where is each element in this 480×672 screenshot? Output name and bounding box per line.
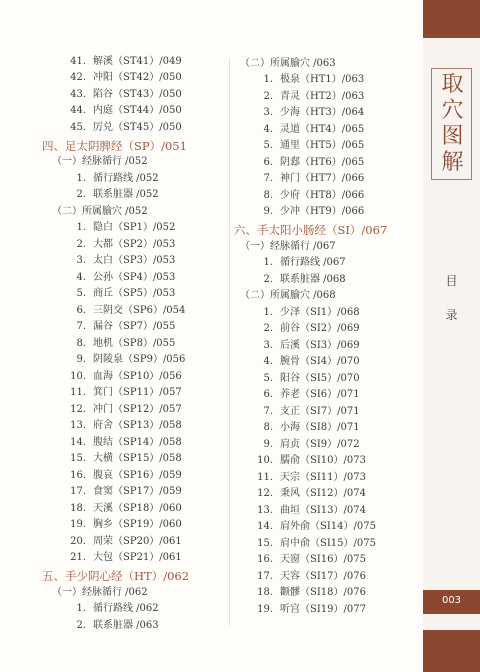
toc-entry-number: 15. [257,537,273,549]
toc-entry-text: 食窦（SP17）/059 [93,486,182,497]
toc-entry-text: 少海（HT3）/064 [280,107,365,118]
toc-entry-text: 腹哀（SP16）/059 [93,469,182,481]
toc-subsection-heading: （二）所属腧穴 /063 [240,57,336,69]
page-number: 003 [441,595,462,606]
toc-entry-text: 前谷（SI2）/069 [280,323,360,334]
toc-entry [58,485,182,499]
toc-entry-number: 11. [257,471,273,483]
toc-entry-number: 2. [76,619,86,631]
contents-label-char: 录 [445,308,458,322]
toc-entry-number: 7. [76,321,86,332]
toc-entry [58,436,182,450]
toc-entry-number: 1. [263,74,273,85]
toc-entry-number: 1. [76,172,86,184]
toc-entry [251,553,366,567]
toc-entry-number: 2. [263,273,273,285]
toc-entry-number: 19. [70,519,86,530]
toc-entry-number: 19. [257,603,273,615]
toc-entry [58,88,182,102]
toc-entry-text: 隐白（SP1）/052 [93,222,176,233]
toc-entry [58,337,175,351]
toc-entry [58,121,182,135]
toc-entry-number: 14. [70,436,86,448]
toc-entry-text: 循行路线 /052 [93,172,159,184]
book-title-char: 取 [441,72,464,97]
toc-entry-text: 曲垣（SI13）/074 [280,504,366,516]
book-title-char: 穴 [441,98,464,123]
toc-entry-number: 1. [76,603,86,614]
toc-entry-number: 44. [70,105,86,116]
toc-entry [251,454,366,468]
toc-entry [251,172,364,186]
toc-entry [58,518,182,532]
toc-entry [251,504,366,518]
toc-entry-number: 20. [70,535,86,547]
toc-entry [58,104,182,118]
toc-entry-number: 2. [263,90,273,102]
toc-entry-text: 天容（SI17）/076 [280,570,366,582]
toc-entry-text: 肩贞（SI9）/072 [280,438,360,450]
toc-entry-number: 8. [263,189,273,201]
toc-entry [58,502,182,516]
toc-entry [251,306,360,320]
toc-entry-number: 1. [263,306,273,318]
toc-subsection-heading: （二）所属腧穴 /052 [52,205,148,217]
book-title-box [431,68,472,180]
toc-entry-number: 16. [257,554,273,565]
toc-section-heading: 六、手太阳小肠经（SI）/067 [234,223,388,237]
toc-entry-text: 秉风（SI12）/074 [280,488,366,499]
toc-entry-text: 陷谷（ST43）/050 [93,88,182,100]
toc-entry [58,419,182,433]
toc-entry [251,139,364,153]
toc-entry [58,320,175,334]
toc-entry-number: 41. [70,55,86,67]
toc-entry-text: 灵道（HT4）/065 [280,123,365,135]
toc-entry [58,271,175,285]
toc-entry-text: 联系脏器 /063 [93,619,159,631]
toc-entry-text: 养老（SI6）/071 [280,389,360,400]
toc-entry-number: 8. [76,337,86,349]
toc-subsection-heading: （一）经脉循行 /062 [52,586,148,598]
toc-subsection-heading: （二）所属腧穴 /068 [240,290,336,301]
toc-entry [251,339,360,353]
sidebar-top-band [423,0,480,38]
toc-entry-text: 小海（SI8）/071 [280,422,360,433]
toc-entry-text: 少泽（SI1）/068 [280,306,360,318]
toc-entry-text: 天溪（SP18）/060 [93,502,182,514]
toc-entry [251,189,364,203]
toc-entry-text: 箕门（SP11）/057 [93,387,182,398]
toc-entry-text: 内庭（ST44）/050 [93,105,182,116]
toc-entry [251,421,360,435]
toc-entry-text: 臑俞（SI10）/073 [280,455,366,466]
toc-entry-text: 府舍（SP13）/058 [93,420,182,431]
toc-entry-text: 阳谷（SI5）/070 [280,372,360,384]
toc-entry-text: 联系脏器 /068 [280,273,346,285]
toc-entry-number: 4. [263,356,273,367]
toc-entry [251,537,376,551]
toc-entry-number: 21. [70,552,86,563]
toc-entry-number: 2. [76,238,86,250]
toc-entry [251,106,364,120]
toc-entry [251,156,364,170]
toc-entry-text: 地机（SP8）/055 [93,337,176,349]
toc-entry-text: 大都（SP2）/053 [93,238,176,250]
toc-entry [58,386,182,400]
toc-entry [58,287,175,301]
toc-entry-number: 5. [263,372,273,384]
toc-entry-text: 支正（SI7）/071 [280,405,360,417]
toc-entry-text: 阴郄（HT6）/065 [280,156,365,168]
toc-entry-number: 17. [257,570,273,582]
toc-entry [251,372,360,386]
toc-entry-text: 肩中俞（SI15）/075 [280,537,376,549]
toc-entry-text: 极泉（HT1）/063 [280,74,365,85]
toc-entry-text: 解溪（ST41）/049 [93,55,182,67]
toc-subsection-heading: （一）经脉循行 /067 [240,240,336,252]
toc-entry-text: 大包（SP21）/061 [93,552,182,563]
toc-entry-text: 冲阳（ST42）/050 [93,72,182,83]
toc-entry [251,123,364,137]
toc-entry [251,603,366,617]
toc-entry [58,452,182,466]
toc-entry-number: 9. [263,438,273,450]
toc-entry [58,172,159,186]
toc-entry-text: 听宫（SI19）/077 [280,603,366,615]
toc-entry-number: 18. [257,587,273,598]
toc-entry-text: 神门（HT7）/066 [280,173,365,184]
toc-entry-text: 太白（SP3）/053 [93,255,176,266]
toc-entry-text: 阴陵泉（SP9）/056 [93,354,186,365]
toc-entry-text: 循行路线 /062 [93,603,159,614]
toc-entry [58,619,159,633]
toc-entry-text: 血海（SP10）/056 [93,370,182,382]
toc-entry-text: 厉兑（ST45）/050 [93,121,182,133]
toc-entry [251,388,360,402]
toc-entry-number: 3. [76,255,86,266]
toc-entry [251,570,366,584]
toc-entry-number: 7. [263,173,273,184]
toc-entry [58,602,159,616]
toc-entry [58,353,185,367]
column-divider [229,58,230,626]
toc-subsection-heading: （一）经脉循行 /052 [52,156,148,167]
toc-entry [251,322,360,336]
toc-entry [58,71,182,85]
toc-entry-number: 9. [263,206,273,217]
toc-entry-number: 7. [263,405,273,417]
toc-entry-number: 17. [70,486,86,497]
toc-entry [58,188,159,202]
toc-entry-number: 1. [76,222,86,233]
toc-entry [251,405,360,419]
toc-entry-number: 12. [70,403,86,415]
toc-entry [251,471,366,485]
toc-entry [58,221,175,235]
toc-entry [251,520,376,534]
sidebar [423,0,480,672]
toc-entry-number: 12. [257,488,273,499]
toc-entry-number: 1. [263,257,273,268]
toc-entry-number: 13. [70,420,86,431]
toc-entry [58,238,175,252]
toc-entry-number: 6. [263,156,273,168]
toc-entry-text: 腕骨（SI4）/070 [280,356,360,367]
toc-entry-number: 9. [76,354,86,365]
toc-entry-number: 2. [76,189,86,200]
toc-entry-text: 公孙（SP4）/053 [93,271,176,283]
toc-entry-number: 16. [70,469,86,481]
toc-entry [251,73,364,87]
toc-entry-text: 大横（SP15）/058 [93,453,182,464]
toc-entry-number: 43. [70,88,86,100]
toc-entry-number: 3. [263,339,273,351]
toc-entry-number: 6. [76,304,86,316]
toc-entry-number: 11. [70,387,86,398]
toc-entry-number: 6. [263,389,273,400]
toc-entry-text: 肩外俞（SI14）/075 [280,521,376,532]
toc-entry-text: 颧髎（SI18）/076 [280,587,366,598]
toc-entry-text: 商丘（SP5）/053 [93,288,176,299]
toc-entry-text: 天宗（SI11）/073 [280,471,366,483]
toc-entry [58,55,182,69]
sidebar-bottom-band [423,630,480,672]
toc-section-heading: 四、足太阴脾经（SP）/051 [42,138,187,153]
toc-entry-text: 循行路线 /067 [280,257,346,268]
book-title-char: 图 [441,124,464,149]
toc-entry-text: 冲门（SP12）/057 [93,403,182,415]
toc-entry [251,487,366,501]
toc-entry-number: 14. [257,521,273,532]
toc-entry [58,551,182,565]
toc-entry-text: 漏谷（SP7）/055 [93,321,176,332]
toc-entry [58,535,182,549]
toc-entry-text: 天窗（SI16）/075 [280,554,366,565]
toc-entry-number: 5. [76,288,86,299]
toc-entry-text: 通里（HT5）/065 [280,140,365,151]
toc-entry-number: 4. [76,271,86,283]
toc-entry [251,205,364,219]
toc-entry [251,256,346,270]
toc-entry [58,304,185,318]
toc-entry [58,469,182,483]
toc-entry-text: 胸乡（SP19）/060 [93,519,182,530]
toc-entry-number: 2. [263,323,273,334]
toc-entry-text: 三阴交（SP6）/054 [93,304,186,316]
toc-entry [251,355,360,369]
toc-entry-number: 10. [70,370,86,382]
toc-entry-number: 5. [263,140,273,151]
toc-entry-number: 45. [70,121,86,133]
toc-entry-number: 8. [263,422,273,433]
toc-entry-text: 后溪（SI3）/069 [280,339,360,351]
toc-entry-number: 18. [70,502,86,514]
toc-entry-number: 15. [70,453,86,464]
toc-entry-number: 10. [257,455,273,466]
toc-entry-text: 联系脏器 /052 [93,189,159,200]
toc-entry-text: 少府（HT8）/066 [280,189,365,201]
contents-label-char: 目 [445,274,458,288]
toc-entry [58,370,182,384]
toc-section-heading: 五、手少阴心经（HT）/062 [42,569,190,583]
toc-entry-text: 腹结（SP14）/058 [93,436,182,448]
toc-entry-number: 3. [263,107,273,118]
toc-entry [251,438,360,452]
toc-entry [251,273,346,287]
toc-entry-number: 4. [263,123,273,135]
toc-entry [58,403,182,417]
toc-entry-text: 少冲（HT9）/066 [280,206,365,217]
toc-entry [58,254,175,268]
book-title-char: 解 [441,150,464,175]
toc-entry-text: 青灵（HT2）/063 [280,90,365,102]
toc-entry [251,90,364,104]
toc-entry-number: 42. [70,72,86,83]
toc-entry-text: 周荣（SP20）/061 [93,535,182,547]
toc-entry [251,586,366,600]
toc-entry-number: 13. [257,504,273,516]
